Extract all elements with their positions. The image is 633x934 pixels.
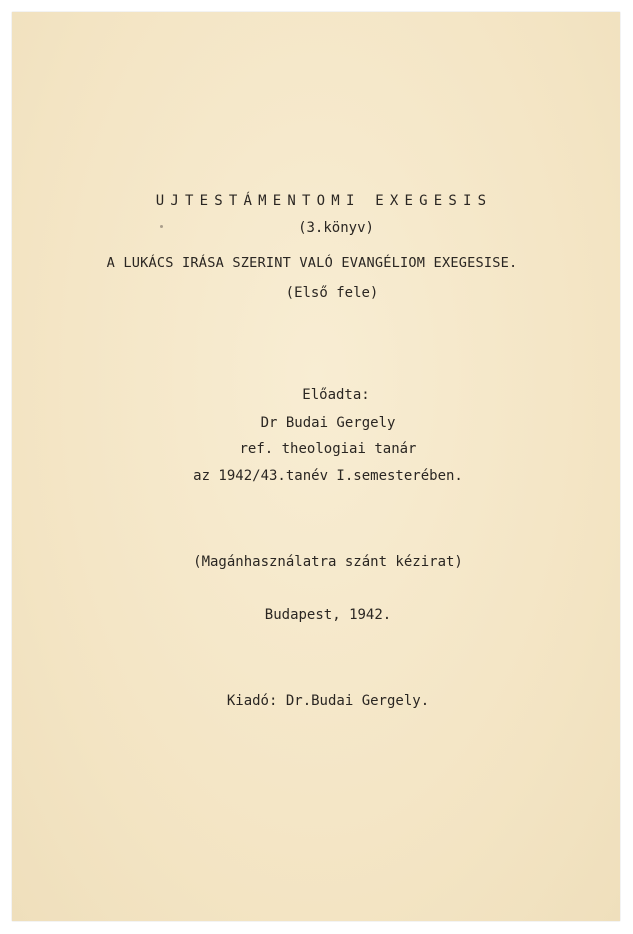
document-subtitle: A LUKÁCS IRÁSA SZERINT VALÓ EVANGÉLIOM EXEGESISE. [106, 255, 518, 271]
presented-label: Előadta: [302, 387, 370, 403]
place-date: Budapest, 1942. [264, 607, 392, 623]
author-name: Dr Budai Gergely [260, 415, 396, 431]
document-page [12, 12, 620, 921]
semester-text: az 1942/43.tanév I.semesterében. [193, 468, 463, 484]
author-position: ref. theologiai tanár [239, 441, 417, 457]
publisher-line: Kiadó: Dr.Budai Gergely. [226, 693, 430, 709]
book-number: (3.könyv) [298, 220, 374, 236]
document-title: UJTESTÁMENTOMI EXEGESIS [155, 193, 493, 209]
part-label: (Első fele) [285, 285, 379, 301]
manuscript-note: (Magánhasználatra szánt kézirat) [193, 554, 463, 570]
